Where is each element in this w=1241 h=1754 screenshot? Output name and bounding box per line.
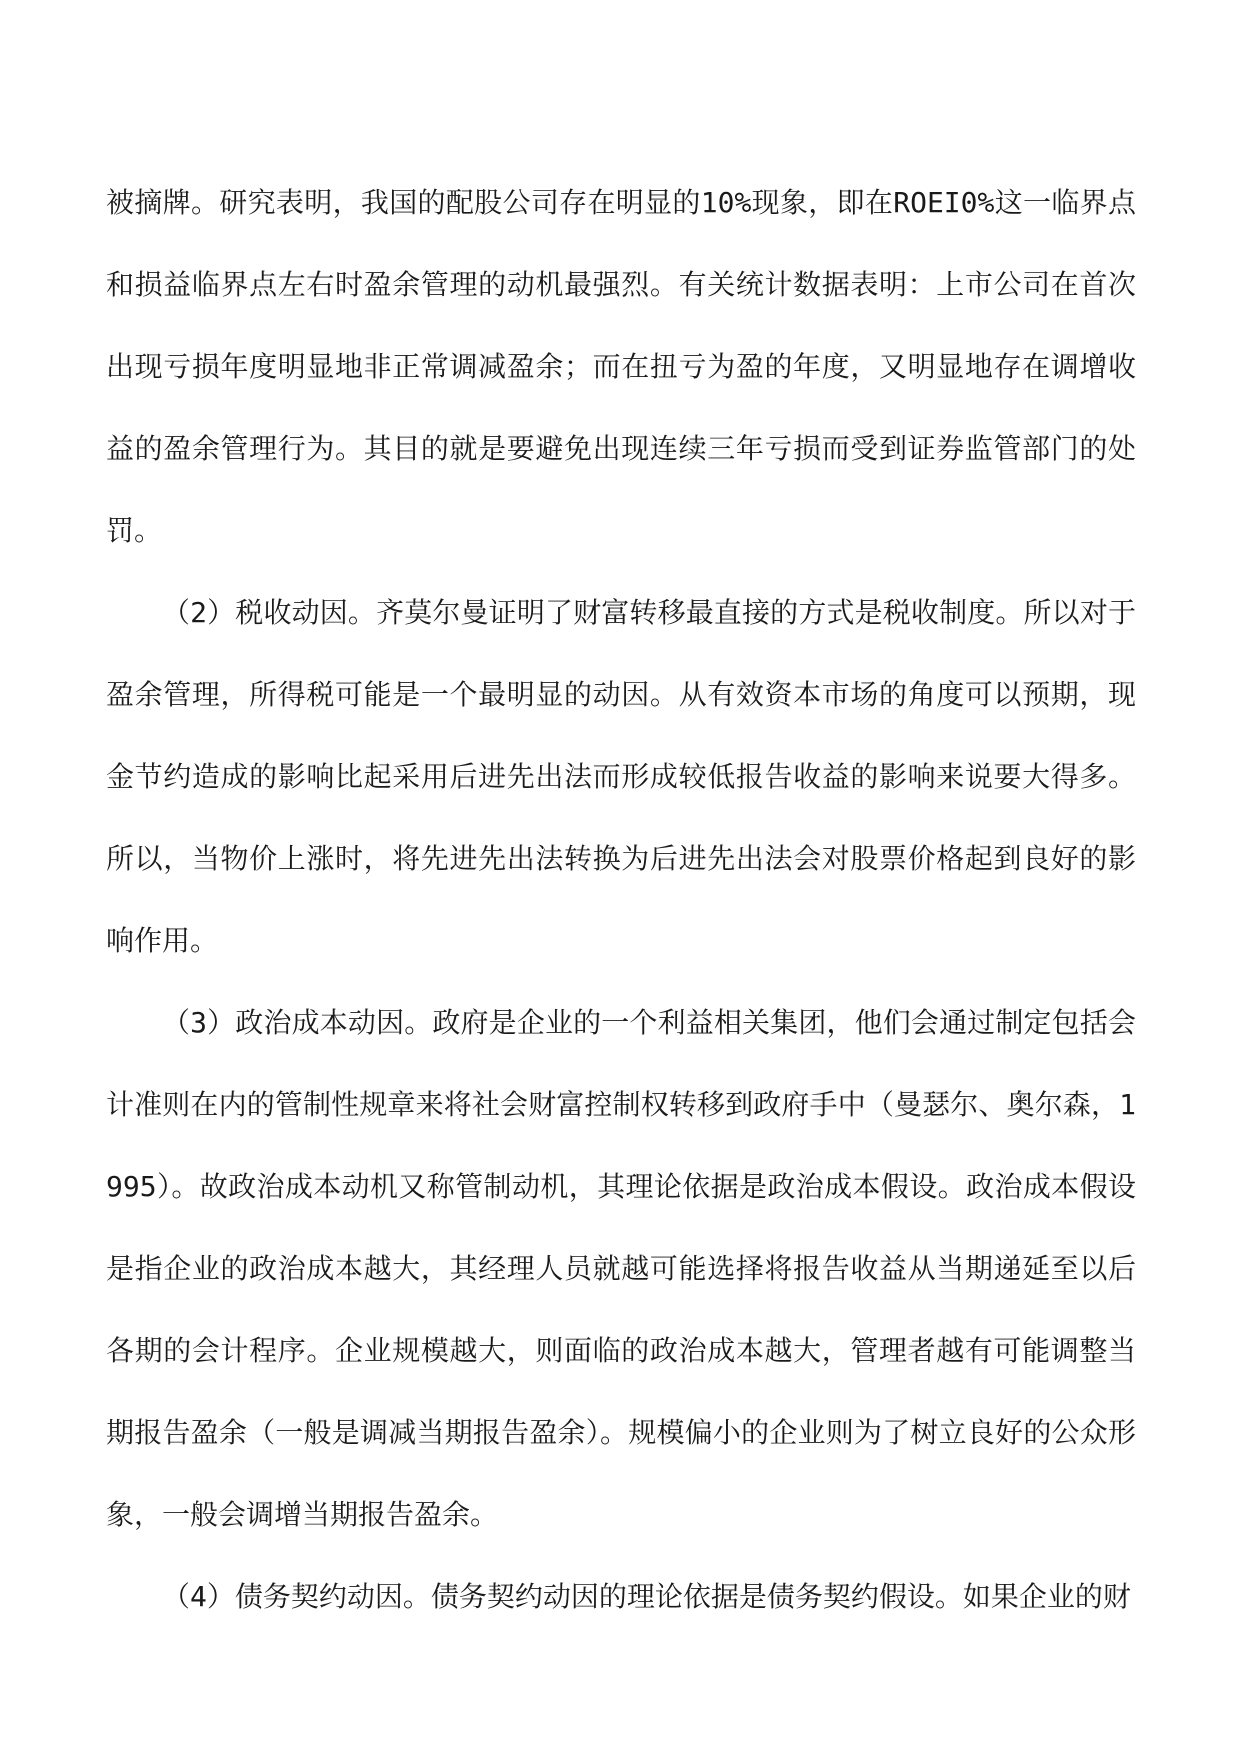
paragraph-political-cost-motive: （3）政治成本动因。政府是企业的一个利益相关集团，他们会通过制定包括会计准则在内的管制性规章来将社会财富控制权转移到政府手中（曼瑟尔、奥尔森，1995）。故政治成本动机又称管制动机，其理论依据是政治成本假设。政治成本假设是指企业的政治成本越大，其经理人员就越可能选择将报告收益从当期递延至以后各期的会计程序。企业规模越大，则面临的政治成本越大，管理者越有可能调整当期报告盈余（一般是调减当期报告盈余）。规模偏小的企业则为了树立良好的公众形象，一般会调增当期报告盈余。 <box>106 1006 1136 1531</box>
paragraph-debt-contract-motive: （4）债务契约动因。债务契约动因的理论依据是债务契约假设。如果企业的财 <box>162 1580 1131 1613</box>
document-body <box>106 162 1136 1638</box>
paragraph-tax-motive: （2）税收动因。齐莫尔曼证明了财富转移最直接的方式是税收制度。所以对于盈余管理，所得税可能是一个最明显的动因。从有效资本市场的角度可以预期，现金节约造成的影响比起采用后进先出法而形成较低报告收益的影响来说要大得多。所以，当物价上涨时，将先进先出法转换为后进先出法会对股票价格起到良好的影响作用。 <box>106 596 1136 957</box>
paragraph-continuation: 被摘牌。研究表明，我国的配股公司存在明显的10%现象，即在ROEI0%这一临界点和损益临界点左右时盈余管理的动机最强烈。有关统计数据表明：上市公司在首次出现亏损年度明显地非正常调减盈余；而在扭亏为盈的年度，又明显地存在调增收益的盈余管理行为。其目的就是要避免出现连续三年亏损而受到证券监管部门的处罚。 <box>106 186 1136 547</box>
